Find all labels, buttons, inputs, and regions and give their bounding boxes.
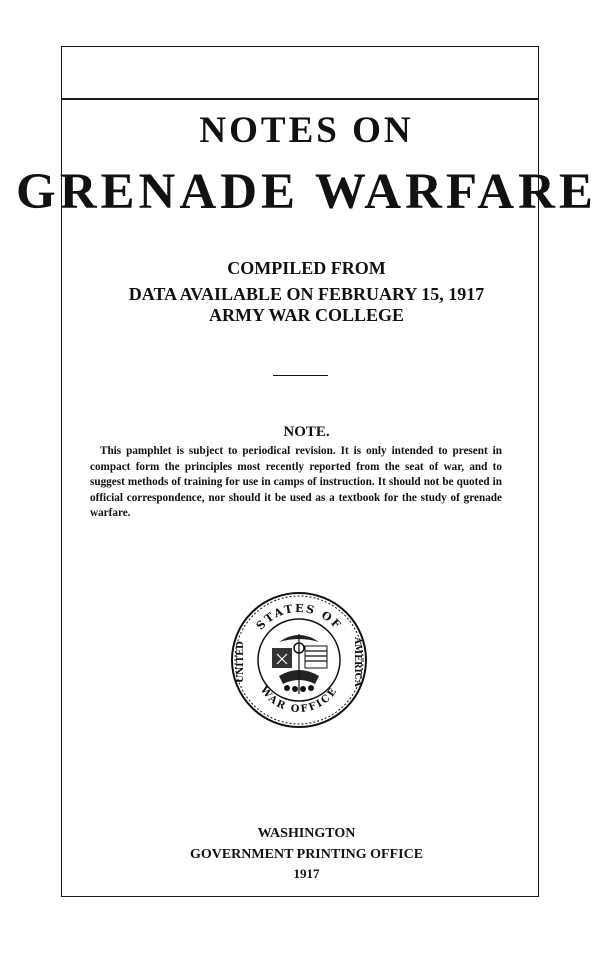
imprint-year: 1917	[293, 866, 320, 881]
subtitle-college: ARMY WAR COLLEGE	[208, 305, 405, 325]
imprint-publisher: GOVERNMENT PRINTING OFFICE	[189, 847, 424, 862]
seal-legend-left: UNITED	[236, 641, 246, 683]
note-heading: NOTE.	[283, 424, 330, 440]
svg-text:STATES OF	[254, 602, 345, 633]
note-body: This pamphlet is subject to periodical revision. It is only intended to present in compact form the principles most recently reported from the seat of war, and to suggest methods of training for use in camps of instruction. It should not be quoted in official correspondence, nor should it be used as a textbook for the study of grenade warfare.	[90, 445, 502, 519]
title-line-1: NOTES ON	[199, 110, 414, 151]
title-line-2: GRENADE WARFARE	[16, 164, 597, 220]
seal-legend-top: STATES OF	[253, 601, 345, 633]
subtitle-compiled-from: COMPILED FROM	[227, 258, 386, 278]
seal-legend-bottom: WAR OFFICE	[257, 684, 341, 716]
imprint-place: WASHINGTON	[257, 826, 356, 841]
divider-rule	[273, 375, 328, 376]
seal-legend-right: AMERICA	[352, 637, 362, 687]
header-rule	[61, 98, 539, 100]
subtitle-date: DATA AVAILABLE ON FEBRUARY 15, 1917	[128, 284, 485, 304]
war-office-seal-icon	[229, 590, 369, 730]
